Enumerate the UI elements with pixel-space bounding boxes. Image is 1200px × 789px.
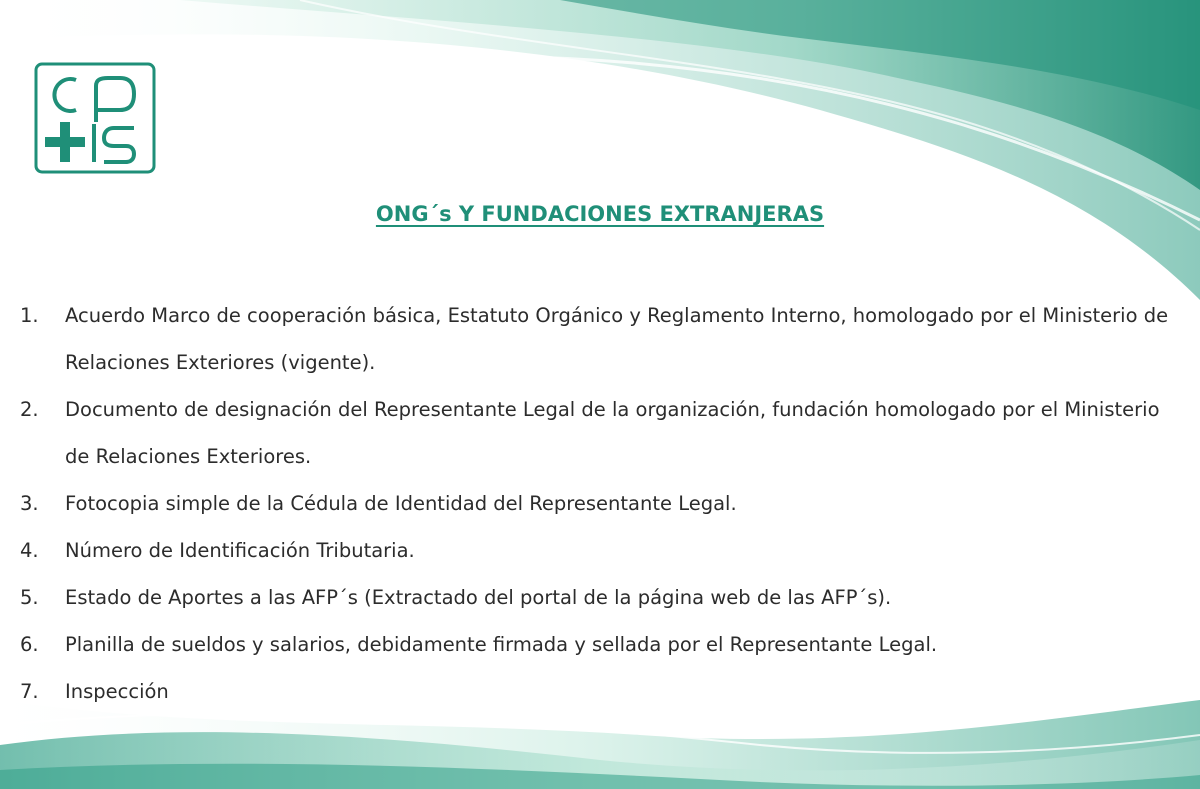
- page-title: ONG´s Y FUNDACIONES EXTRANJERAS: [375, 202, 825, 226]
- list-item-number: 2.: [20, 398, 39, 421]
- list-item: [20, 668, 1170, 715]
- list-item-number: 4.: [20, 539, 39, 562]
- list-item-text: Inspección: [65, 680, 169, 703]
- list-item-number: 7.: [20, 680, 39, 703]
- list-item-text: Estado de Aportes a las AFP´s (Extractado del portal de la página web de las AFP´s).: [65, 586, 892, 609]
- list-item: [20, 292, 1170, 386]
- list-item-text: Fotocopia simple de la Cédula de Identidad del Representante Legal.: [65, 492, 737, 515]
- list-item-text: Acuerdo Marco de cooperación básica, Estatuto Orgánico y Reglamento Interno, homologado por el Ministerio de Relaciones Exteriores (vigente).: [65, 304, 1169, 374]
- list-item: [20, 621, 1170, 668]
- list-item: [20, 480, 1170, 527]
- list-item: [20, 386, 1170, 480]
- list-item-number: 5.: [20, 586, 39, 609]
- list-item: [20, 527, 1170, 574]
- list-item: [20, 574, 1170, 621]
- cpps-logo: [34, 62, 156, 174]
- list-item-number: 3.: [20, 492, 39, 515]
- list-item-number: 1.: [20, 304, 39, 327]
- list-item-number: 6.: [20, 633, 39, 656]
- list-item-text: Documento de designación del Representante Legal de la organización, fundación homologado por el Ministerio de Relaciones Exteriores.: [65, 398, 1160, 468]
- requirements-list: [20, 292, 1170, 715]
- list-item-text: Planilla de sueldos y salarios, debidamente firmada y sellada por el Representante Legal.: [65, 633, 938, 656]
- list-item-text: Número de Identificación Tributaria.: [65, 539, 415, 562]
